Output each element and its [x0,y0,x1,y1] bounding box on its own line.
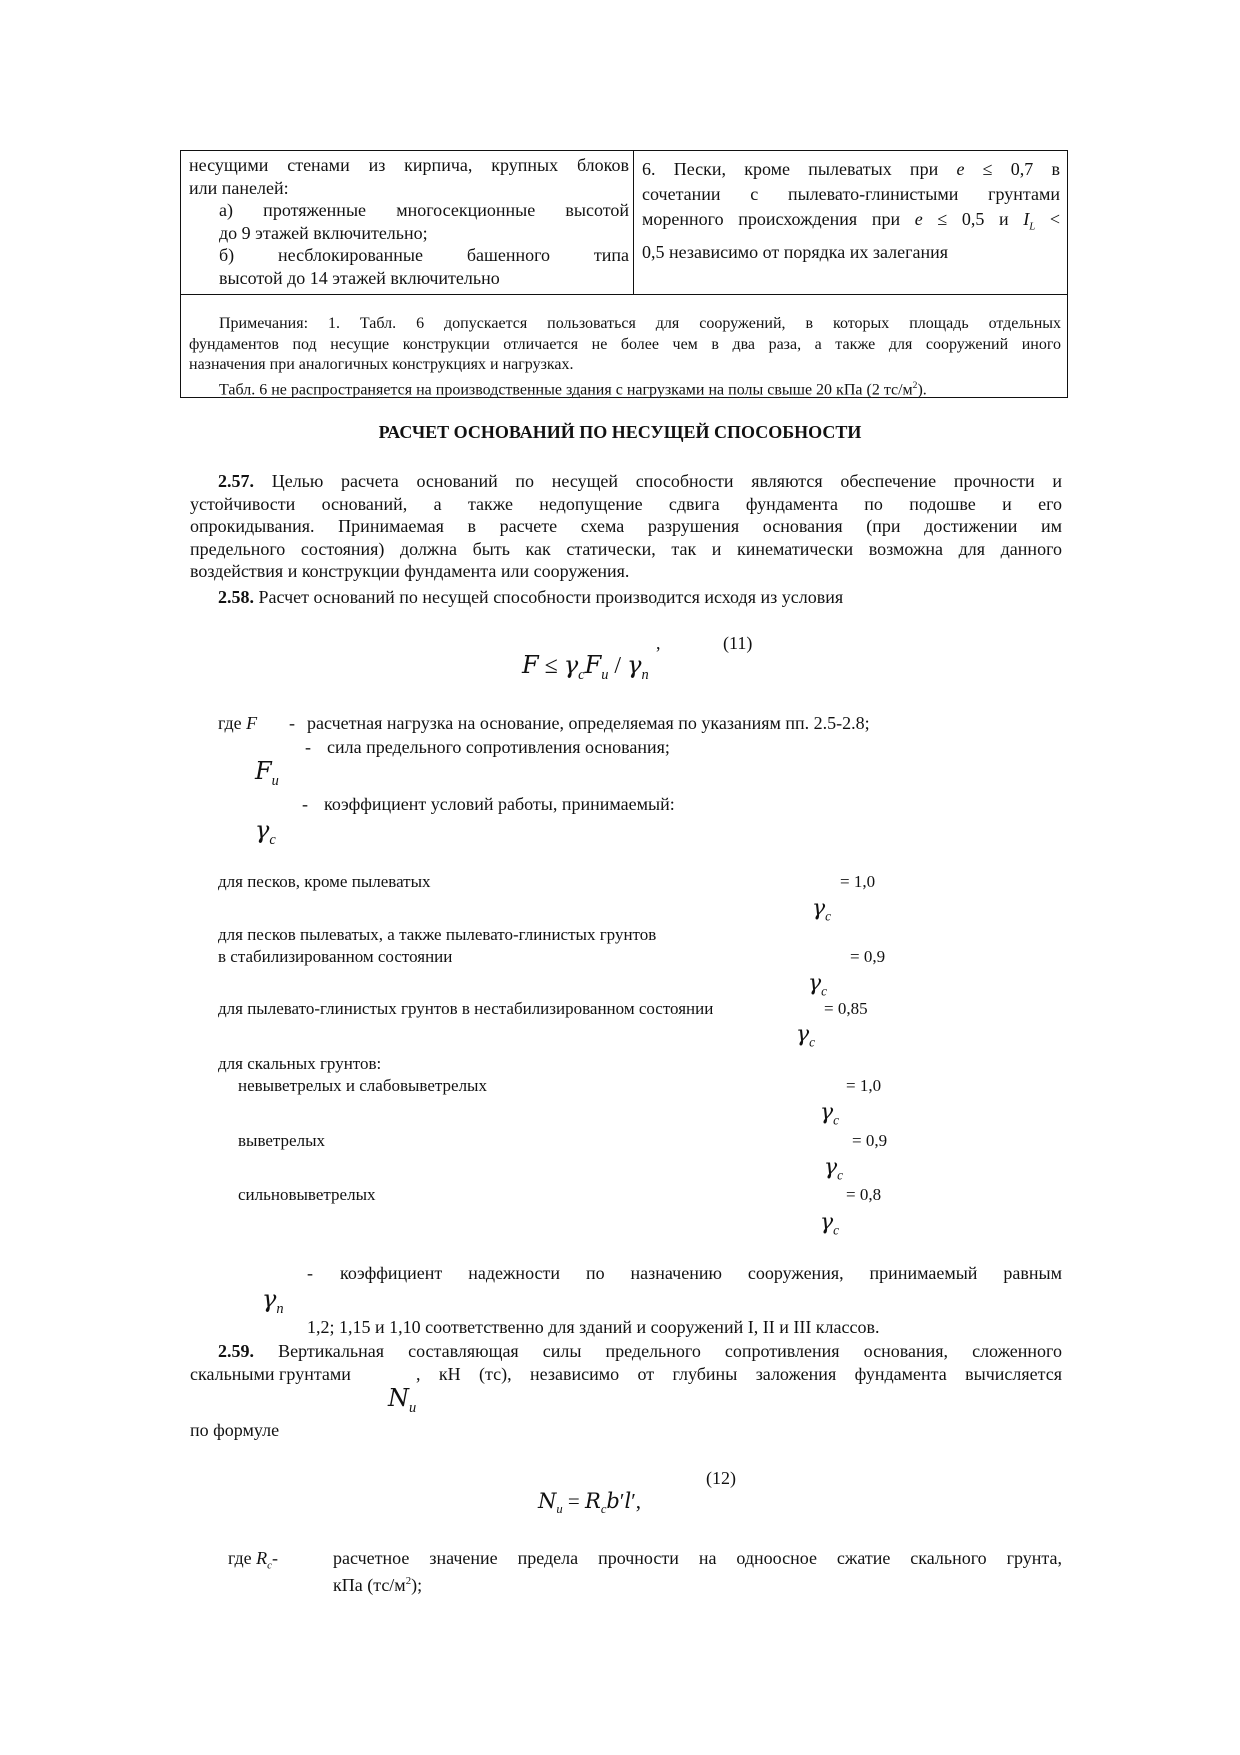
coeff-rock-unweathered-value: = 1,0 [846,1076,882,1095]
table-notes [189,314,1061,400]
symbol-gamma-c: $\gamma_c$ [255,816,276,848]
note-line: Табл. 6 не распространяется на производственные здания с нагрузками на полы свыше 20 кПа (2 $тс/м^2$). [219,379,927,398]
definition-gn-dash: - [307,1263,313,1283]
table-cell-line: 0,5 независимо от порядка их залегания [642,241,949,262]
definition-gc-dash: - [302,794,308,814]
definition-Fu-dash: - [305,737,311,757]
coeff-rock-weathered: выветрелых [238,1131,326,1150]
soil-table [180,150,1068,398]
paragraph-2-57 [190,470,1062,583]
coeff-sands: для песков, кроме пылеватых [218,872,431,891]
paragraph-2-59-line2b: , кН (тс), независимо от глубины заложения фундамента вычисляется [416,1364,1062,1384]
coeff-rock-weathered-value: = 0,9 [852,1131,888,1150]
coeff-sands-symbol: $\gamma_c$ [812,896,832,924]
paragraph-line: предельного состояния) должна быть как статически, так и кинематически возможна для данного [190,538,1062,559]
coeff-silty-sands-value: = 0,9 [850,947,886,966]
table-cell-line: высотой до 14 этажей включительно [219,267,500,288]
coeff-unstabilized-symbol: $\gamma_c$ [796,1022,816,1050]
definition-Rc-line2: кПа $(тс/м^2)$; [333,1575,423,1595]
formula-12: $N_u = R_cb'l'$, [538,1489,642,1517]
definition-Rc: где $R_c$ [228,1548,272,1572]
coeff-rock-highly-weathered: сильновыветрелых [238,1185,376,1204]
definition-gc-text: коэффициент условий работы, принимаемый: [324,794,675,814]
coeff-unstabilized: для пылевато-глинистых грунтов в нестабилизированном состоянии [218,999,714,1018]
definition-Rc-line1: расчетное значение предела прочности на одноосное сжатие скального грунта, [333,1548,1062,1568]
coeff-silty-sands-line1: для песков пылеватых, а также пылевато-глинистых грунтов [218,925,657,944]
paragraph-line: воздействия и конструкции фундамента или сооружения. [190,561,630,582]
section-heading: РАСЧЕТ ОСНОВАНИЙ ПО НЕСУЩЕЙ СПОСОБНОСТИ [378,422,862,442]
coeff-rock-highly-weathered-symbol: $\gamma_c$ [820,1210,840,1238]
symbol-Fu: $F_u$ [255,757,279,789]
table-divider-vertical [633,151,634,294]
formula-11-comma: , [656,633,661,653]
paragraph-2-59-line2a: скальными грунтами [190,1364,351,1384]
table-cell-line: а) протяженные многосекционные высотой [219,200,629,220]
coeff-rock-unweathered: невыветрелых и слабовыветрелых [238,1076,487,1095]
symbol-Nu: $N_u$ [388,1384,417,1416]
table-cell-line: моренного происхождения при e ≤ 0,5 и $I_L$ < [642,209,1061,233]
definition-F-text: расчетная нагрузка на основание, определяемая по указаниям пп. 2.5-2.8; [307,713,870,733]
paragraph-2-59-line3: по формуле [190,1420,280,1440]
paragraph-2-59-line1: 2.59. Вертикальная составляющая силы предельного сопротивления основания, сложенного [218,1341,1062,1361]
formula-11-number: (11) [723,633,753,653]
symbol-gamma-n: $\gamma_n$ [262,1285,284,1317]
coeff-rock-unweathered-symbol: $\gamma_c$ [820,1100,840,1128]
table-cell-line: 6. Пески, кроме пылеватых при e ≤ 0,7 в [642,159,1060,179]
coeff-rock-weathered-symbol: $\gamma_c$ [824,1155,844,1183]
note-line: фундаментов под несущие конструкции отличается не более чем в два раза, а также для сооружений иного [189,335,1061,353]
coeff-rock-heading: для скальных грунтов: [218,1054,382,1073]
definition-Rc-dash: - [272,1548,278,1568]
paragraph-2-58: 2.58. Расчет оснований по несущей способности производится исходя из условия [218,587,844,607]
table-cell-line: до 9 этажей включительно; [219,222,428,243]
note-line: назначения при аналогичных конструкциях и нагрузках. [189,356,574,373]
definition-F-dash: - [289,713,295,733]
paragraph-line: опрокидывания. Принимаемая в расчете схема разрушения основания (при достижении им [190,516,1062,537]
definition-Fu-text: сила предельного сопротивления основания; [327,737,670,757]
coeff-unstabilized-value: = 0,85 [824,999,868,1018]
table-cell-structures [189,154,629,289]
coeff-silty-sands-symbol: $\gamma_c$ [808,971,828,999]
note-line: Примечания: 1. Табл. 6 допускается пользоваться для сооружений, в которых площадь отдельных [219,315,1061,332]
coeff-sands-value: = 1,0 [840,872,876,891]
table-cell-soils [642,157,1060,265]
coeff-rock-highly-weathered-value: = 0,8 [846,1185,882,1204]
definition-gn-continuation: 1,2; 1,15 и 1,10 соответственно для зданий и сооружений I, II и III классов. [307,1317,880,1337]
definition-F: где F [218,713,258,733]
table-cell-line: сочетании с пылевато-глинистыми грунтами [642,184,1060,204]
table-cell-line: несущими стенами из кирпича, крупных блоков [189,155,629,175]
table-divider-horizontal [181,294,1067,295]
paragraph-line: устойчивости оснований, а также недопущение сдвига фундамента по подошве и его [190,493,1062,514]
table-cell-line: б) несблокированные башенного типа [219,245,629,265]
table-cell-line: или панелей: [189,177,289,198]
coeff-silty-sands-line2: в стабилизированном состоянии [218,947,453,966]
definition-gn-text: коэффициент надежности по назначению сооружения, принимаемый равным [340,1263,1062,1283]
formula-11: $F \le \gamma_cF_u / \gamma_n$ [522,651,649,683]
paragraph-line: 2.57. Целью расчета оснований по несущей способности являются обеспечение прочности и [218,471,1062,491]
formula-12-number: (12) [706,1468,736,1488]
